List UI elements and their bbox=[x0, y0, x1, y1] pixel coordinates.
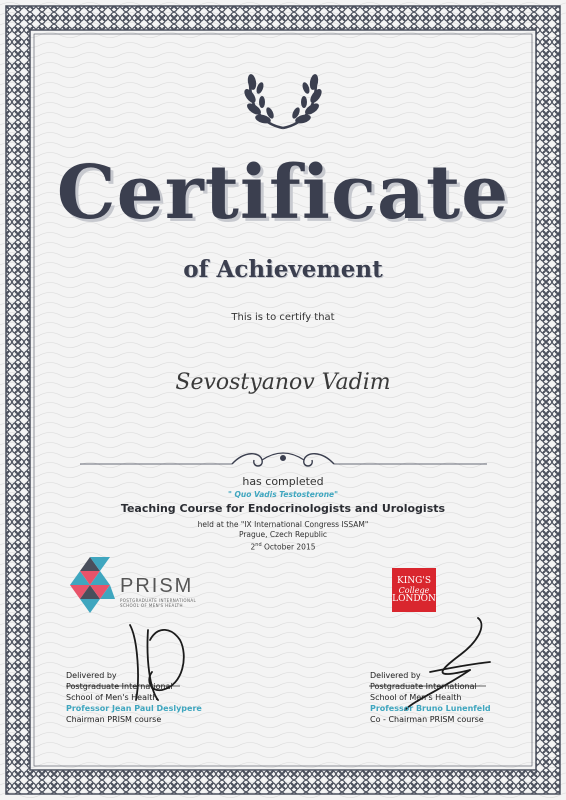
kings-college-logo: KING'S College LONDON bbox=[392, 568, 436, 612]
signatory-org-line1: Postgraduate International bbox=[66, 682, 173, 691]
completed-text: has completed bbox=[242, 475, 324, 488]
delivered-by-label: Delivered by bbox=[66, 671, 117, 680]
event-date: 2nd October 2015 bbox=[250, 542, 316, 552]
signatory-right bbox=[370, 670, 491, 725]
signatory-org-line2: School of Men's Health bbox=[66, 693, 158, 702]
certificate-subtitle: of Achievement bbox=[183, 256, 383, 283]
signatory-role: Co - Chairman PRISM course bbox=[370, 715, 484, 724]
signatory-name: Professor Bruno Lunenfeld bbox=[370, 704, 491, 713]
course-subtitle: " Quo Vadis Testosterone" bbox=[227, 490, 339, 499]
prism-logo-text: PRISM bbox=[120, 575, 194, 597]
signatory-org-line2: School of Men's Health bbox=[370, 693, 462, 702]
course-title: Teaching Course for Endocrinologists and Urologists bbox=[120, 502, 446, 515]
signatory-left bbox=[66, 670, 202, 725]
intro-text: This is to certify that bbox=[231, 312, 335, 323]
signatory-org-line1: Postgraduate International bbox=[370, 682, 477, 691]
prism-logo-tagline: POSTGRADUATE INTERNATIONAL SCHOOL OF MEN'S HEALTH bbox=[120, 598, 197, 608]
signatory-role: Chairman PRISM course bbox=[66, 715, 162, 724]
held-at-text: held at the "IX International Congress ISSAM" bbox=[197, 520, 369, 529]
certificate-title: Certificate bbox=[56, 150, 510, 236]
location-text: Prague, Czech Republic bbox=[238, 530, 328, 539]
recipient-name: Sevostyanov Vadim bbox=[175, 370, 391, 395]
event-details bbox=[0, 520, 566, 553]
signatory-name: Professor Jean Paul Deslypere bbox=[66, 704, 202, 713]
delivered-by-label: Delivered by bbox=[370, 671, 421, 680]
